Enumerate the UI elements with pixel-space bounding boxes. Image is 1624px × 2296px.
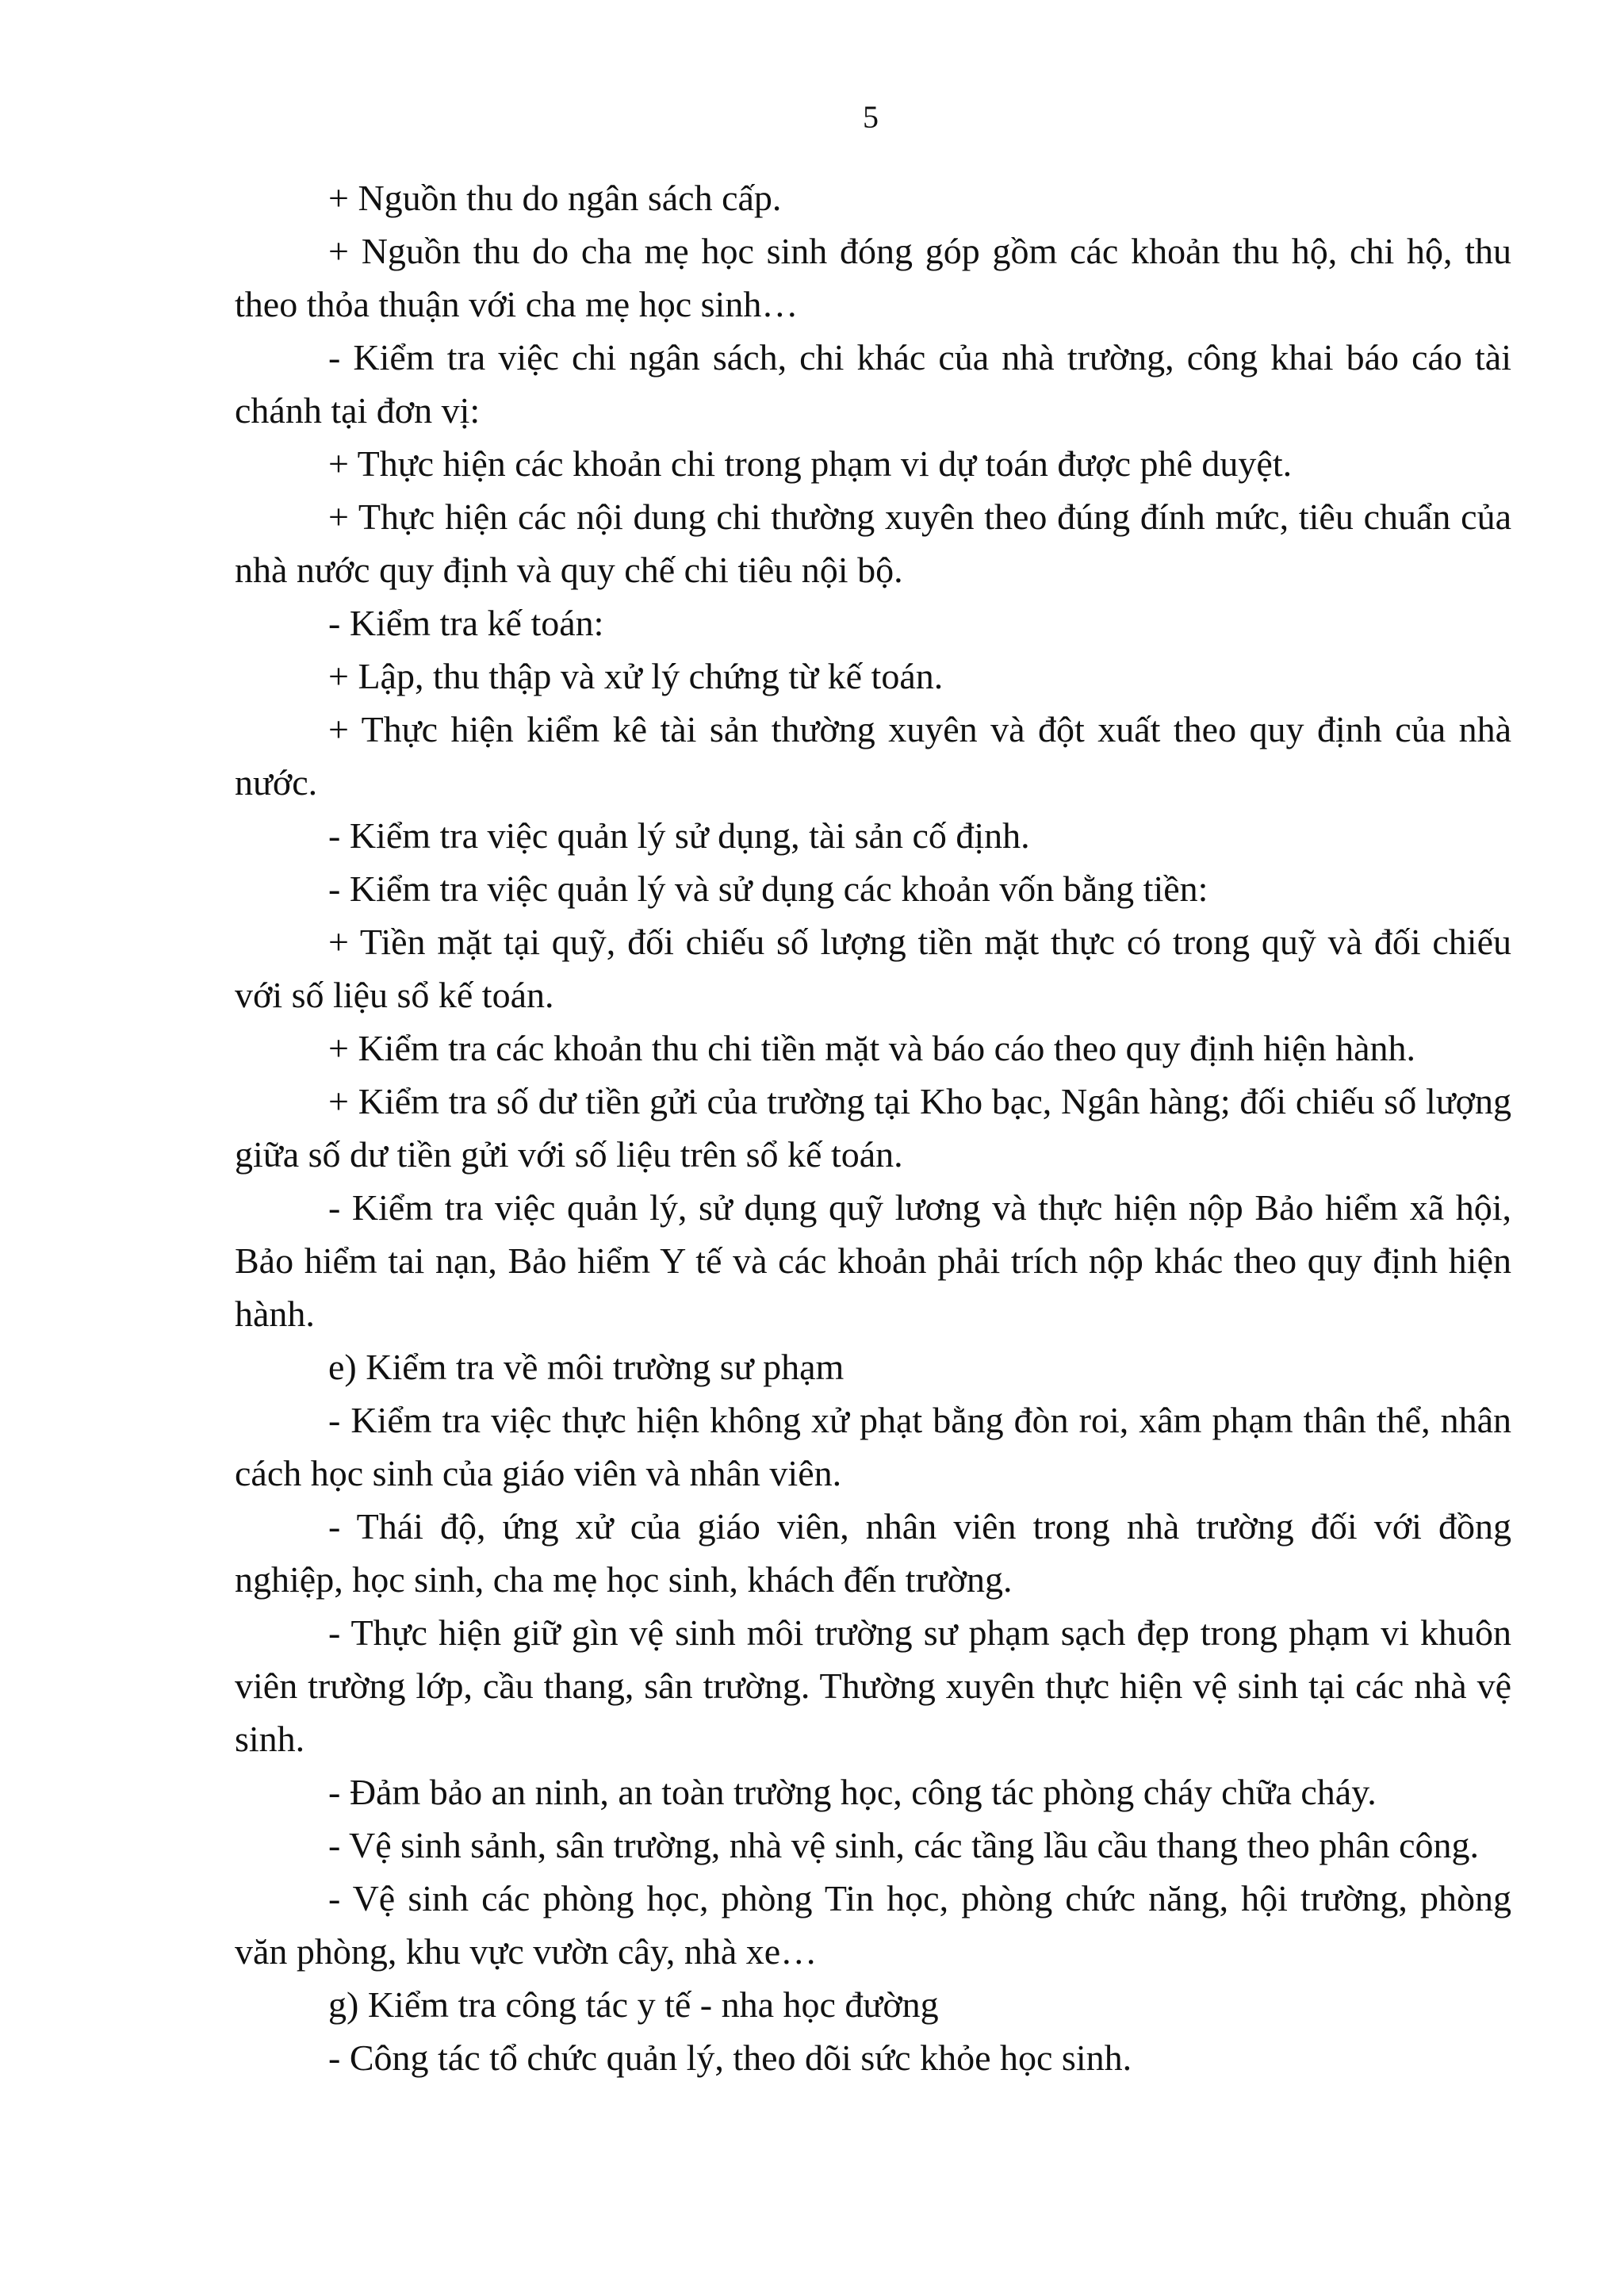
paragraph: + Thực hiện kiểm kê tài sản thường xuyên và đột xuất theo quy định của nhà nước. xyxy=(235,709,1511,803)
paragraph: - Thái độ, ứng xử của giáo viên, nhân viên trong nhà trường đối với đồng nghiệp, học sinh, cha mẹ học sinh, khách đến trường. xyxy=(235,1506,1511,1600)
section-heading: e) Kiểm tra về môi trường sư phạm xyxy=(328,1347,845,1387)
paragraph: - Kiểm tra việc quản lý sử dụng, tài sản cố định. xyxy=(328,815,1030,856)
paragraph: + Tiền mặt tại quỹ, đối chiếu số lượng tiền mặt thực có trong quỹ và đối chiếu với số liệu sổ kế toán. xyxy=(235,922,1511,1015)
paragraph: + Nguồn thu do cha mẹ học sinh đóng góp gồm các khoản thu hộ, chi hộ, thu theo thỏa thuận với cha mẹ học sinh… xyxy=(235,231,1511,324)
paragraph: - Công tác tổ chức quản lý, theo dõi sức khỏe học sinh. xyxy=(328,2037,1132,2078)
page-number: 5 xyxy=(863,99,879,135)
paragraph: - Kiểm tra việc quản lý, sử dụng quỹ lương và thực hiện nộp Bảo hiểm xã hội, Bảo hiểm tai nạn, Bảo hiểm Y tế và các khoản phải trích nộp khác theo quy định hiện hành. xyxy=(235,1187,1511,1334)
paragraph: - Kiểm tra kế toán: xyxy=(328,603,604,643)
paragraph: - Kiểm tra việc chi ngân sách, chi khác của nhà trường, công khai báo cáo tài chánh tại đơn vị: xyxy=(235,337,1511,431)
paragraph: - Vệ sinh các phòng học, phòng Tin học, phòng chức năng, hội trường, phòng văn phòng, khu vực vườn cây, nhà xe… xyxy=(235,1878,1511,1972)
paragraph: - Thực hiện giữ gìn vệ sinh môi trường sư phạm sạch đẹp trong phạm vi khuôn viên trường lớp, cầu thang, sân trường. Thường xuyên thực hiện vệ sinh tại các nhà vệ sinh. xyxy=(235,1612,1511,1759)
paragraph: - Kiểm tra việc thực hiện không xử phạt bằng đòn roi, xâm phạm thân thể, nhân cách học sinh của giáo viên và nhân viên. xyxy=(235,1400,1511,1493)
paragraph: + Nguồn thu do ngân sách cấp. xyxy=(328,178,782,218)
paragraph: + Thực hiện các khoản chi trong phạm vi dự toán được phê duyệt. xyxy=(328,443,1293,484)
paragraph: + Thực hiện các nội dung chi thường xuyên theo đúng đính mức, tiêu chuẩn của nhà nước quy định và quy chế chi tiêu nội bộ. xyxy=(235,496,1511,590)
document-body xyxy=(235,171,1511,2084)
paragraph: - Vệ sinh sảnh, sân trường, nhà vệ sinh, các tầng lầu cầu thang theo phân công. xyxy=(328,1825,1480,1865)
section-heading: g) Kiểm tra công tác y tế - nha học đường xyxy=(328,1984,939,2025)
paragraph: + Kiểm tra các khoản thu chi tiền mặt và báo cáo theo quy định hiện hành. xyxy=(328,1028,1416,1068)
paragraph: - Kiểm tra việc quản lý và sử dụng các khoản vốn bằng tiền: xyxy=(328,868,1208,909)
paragraph: + Lập, thu thập và xử lý chứng từ kế toán. xyxy=(328,656,944,696)
paragraph: - Đảm bảo an ninh, an toàn trường học, công tác phòng cháy chữa cháy. xyxy=(328,1772,1377,1812)
paragraph: + Kiểm tra số dư tiền gửi của trường tại Kho bạc, Ngân hàng; đối chiếu số lượng giữa số dư tiền gửi với số liệu trên sổ kế toán. xyxy=(235,1081,1511,1175)
